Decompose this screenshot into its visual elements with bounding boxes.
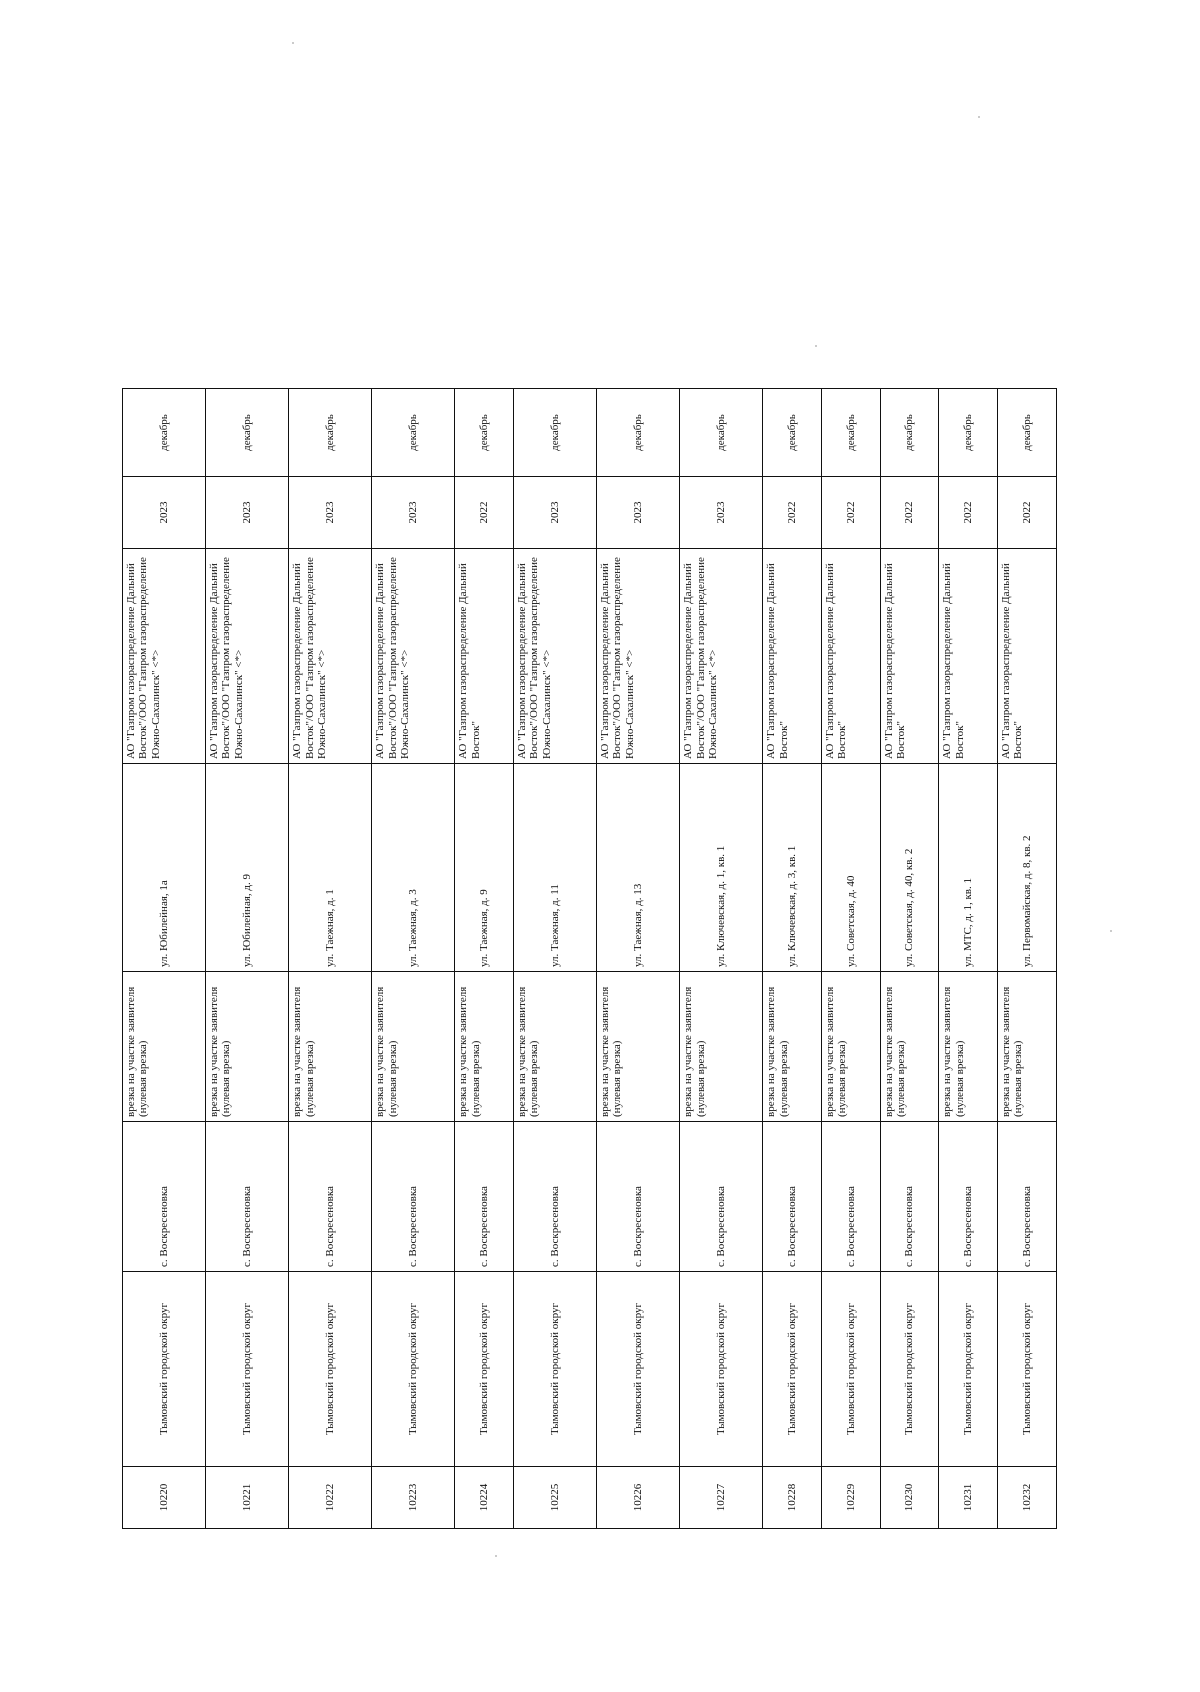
row-number-cell: 10227 xyxy=(680,1467,763,1529)
address-cell: ул. Ключевская, д. 3, кв. 1 xyxy=(763,764,822,972)
organization-cell: АО "Газпром газораспределение Дальний Восток" xyxy=(455,549,514,764)
district-cell: Тымовский городской округ xyxy=(455,1272,514,1467)
organization-cell: АО "Газпром газораспределение Дальний Восток"/ООО "Газпром газораспределение Южно-Сахалинск" <*> xyxy=(514,549,597,764)
table-body xyxy=(123,389,1057,1529)
locality-cell: с. Воскресеновка xyxy=(763,1122,822,1272)
locality-cell: с. Воскресеновка xyxy=(880,1122,939,1272)
row-number-cell: 10232 xyxy=(998,1467,1057,1529)
organization-cell: АО "Газпром газораспределение Дальний Восток" xyxy=(998,549,1057,764)
table-row xyxy=(597,389,680,1529)
scan-speck xyxy=(495,1555,497,1557)
year-cell: 2023 xyxy=(680,477,763,549)
rotated-table-container xyxy=(122,389,1057,1529)
row-number-cell: 10229 xyxy=(822,1467,881,1529)
table-row xyxy=(206,389,289,1529)
row-number-cell: 10221 xyxy=(206,1467,289,1529)
work-type-cell: врезка на участке заявителя (нулевая врезка) xyxy=(455,972,514,1122)
table-row xyxy=(123,389,206,1529)
scan-speck xyxy=(978,116,980,118)
address-cell: ул. Советская, д. 40, кв. 2 xyxy=(880,764,939,972)
work-type-cell: врезка на участке заявителя (нулевая врезка) xyxy=(822,972,881,1122)
table-row xyxy=(763,389,822,1529)
table-row xyxy=(372,389,455,1529)
organization-cell: АО "Газпром газораспределение Дальний Восток"/ООО "Газпром газораспределение Южно-Сахалинск" <*> xyxy=(680,549,763,764)
year-cell: 2023 xyxy=(289,477,372,549)
month-cell: декабрь xyxy=(206,389,289,477)
address-cell: ул. Первомайская, д. 8, кв. 2 xyxy=(998,764,1057,972)
scan-speck xyxy=(292,42,294,44)
organization-cell: АО "Газпром газораспределение Дальний Восток"/ООО "Газпром газораспределение Южно-Сахалинск" <*> xyxy=(289,549,372,764)
month-cell: декабрь xyxy=(123,389,206,477)
year-cell: 2022 xyxy=(822,477,881,549)
address-cell: ул. Советская, д. 40 xyxy=(822,764,881,972)
address-cell: ул. МТС, д. 1, кв. 1 xyxy=(939,764,998,972)
year-cell: 2023 xyxy=(514,477,597,549)
work-type-cell: врезка на участке заявителя (нулевая врезка) xyxy=(372,972,455,1122)
locality-cell: с. Воскресеновка xyxy=(372,1122,455,1272)
row-number-cell: 10230 xyxy=(880,1467,939,1529)
organization-cell: АО "Газпром газораспределение Дальний Восток"/ООО "Газпром газораспределение Южно-Сахалинск" <*> xyxy=(597,549,680,764)
district-cell: Тымовский городской округ xyxy=(597,1272,680,1467)
month-cell: декабрь xyxy=(680,389,763,477)
locality-cell: с. Воскресеновка xyxy=(998,1122,1057,1272)
work-type-cell: врезка на участке заявителя (нулевая врезка) xyxy=(289,972,372,1122)
address-cell: ул. Ключевская, д. 1, кв. 1 xyxy=(680,764,763,972)
locality-cell: с. Воскресеновка xyxy=(206,1122,289,1272)
table-row xyxy=(822,389,881,1529)
district-cell: Тымовский городской округ xyxy=(939,1272,998,1467)
organization-cell: АО "Газпром газораспределение Дальний Восток"/ООО "Газпром газораспределение Южно-Сахалинск" <*> xyxy=(206,549,289,764)
district-cell: Тымовский городской округ xyxy=(998,1272,1057,1467)
year-cell: 2023 xyxy=(597,477,680,549)
locality-cell: с. Воскресеновка xyxy=(680,1122,763,1272)
year-cell: 2022 xyxy=(880,477,939,549)
organization-cell: АО "Газпром газораспределение Дальний Восток"/ООО "Газпром газораспределение Южно-Сахалинск" <*> xyxy=(123,549,206,764)
district-cell: Тымовский городской округ xyxy=(372,1272,455,1467)
scan-speck xyxy=(1110,930,1112,932)
district-cell: Тымовский городской округ xyxy=(763,1272,822,1467)
table-row xyxy=(289,389,372,1529)
organization-cell: АО "Газпром газораспределение Дальний Восток"/ООО "Газпром газораспределение Южно-Сахалинск" <*> xyxy=(372,549,455,764)
district-cell: Тымовский городской округ xyxy=(680,1272,763,1467)
row-number-cell: 10220 xyxy=(123,1467,206,1529)
row-number-cell: 10224 xyxy=(455,1467,514,1529)
locality-cell: с. Воскресеновка xyxy=(597,1122,680,1272)
address-cell: ул. Таежная, д. 9 xyxy=(455,764,514,972)
locality-cell: с. Воскресеновка xyxy=(455,1122,514,1272)
month-cell: декабрь xyxy=(514,389,597,477)
district-cell: Тымовский городской округ xyxy=(289,1272,372,1467)
row-number-cell: 10223 xyxy=(372,1467,455,1529)
address-cell: ул. Таежная, д. 11 xyxy=(514,764,597,972)
work-type-cell: врезка на участке заявителя (нулевая врезка) xyxy=(597,972,680,1122)
organization-cell: АО "Газпром газораспределение Дальний Восток" xyxy=(822,549,881,764)
gasification-schedule-table xyxy=(122,388,1057,1529)
month-cell: декабрь xyxy=(763,389,822,477)
row-number-cell: 10228 xyxy=(763,1467,822,1529)
month-cell: декабрь xyxy=(455,389,514,477)
district-cell: Тымовский городской округ xyxy=(822,1272,881,1467)
row-number-cell: 10222 xyxy=(289,1467,372,1529)
district-cell: Тымовский городской округ xyxy=(514,1272,597,1467)
row-number-cell: 10225 xyxy=(514,1467,597,1529)
locality-cell: с. Воскресеновка xyxy=(822,1122,881,1272)
work-type-cell: врезка на участке заявителя (нулевая врезка) xyxy=(680,972,763,1122)
table-row xyxy=(455,389,514,1529)
work-type-cell: врезка на участке заявителя (нулевая врезка) xyxy=(998,972,1057,1122)
organization-cell: АО "Газпром газораспределение Дальний Восток" xyxy=(763,549,822,764)
year-cell: 2022 xyxy=(455,477,514,549)
row-number-cell: 10226 xyxy=(597,1467,680,1529)
month-cell: декабрь xyxy=(822,389,881,477)
scan-speck xyxy=(815,345,817,347)
month-cell: декабрь xyxy=(289,389,372,477)
work-type-cell: врезка на участке заявителя (нулевая врезка) xyxy=(763,972,822,1122)
address-cell: ул. Юбилейная, д. 9 xyxy=(206,764,289,972)
table-row xyxy=(939,389,998,1529)
table-row xyxy=(880,389,939,1529)
district-cell: Тымовский городской округ xyxy=(206,1272,289,1467)
work-type-cell: врезка на участке заявителя (нулевая врезка) xyxy=(514,972,597,1122)
month-cell: декабрь xyxy=(597,389,680,477)
year-cell: 2022 xyxy=(939,477,998,549)
work-type-cell: врезка на участке заявителя (нулевая врезка) xyxy=(880,972,939,1122)
month-cell: декабрь xyxy=(372,389,455,477)
work-type-cell: врезка на участке заявителя (нулевая врезка) xyxy=(206,972,289,1122)
year-cell: 2022 xyxy=(763,477,822,549)
address-cell: ул. Таежная, д. 1 xyxy=(289,764,372,972)
year-cell: 2023 xyxy=(206,477,289,549)
month-cell: декабрь xyxy=(880,389,939,477)
district-cell: Тымовский городской округ xyxy=(880,1272,939,1467)
organization-cell: АО "Газпром газораспределение Дальний Восток" xyxy=(880,549,939,764)
row-number-cell: 10231 xyxy=(939,1467,998,1529)
locality-cell: с. Воскресеновка xyxy=(514,1122,597,1272)
year-cell: 2023 xyxy=(372,477,455,549)
address-cell: ул. Таежная, д. 13 xyxy=(597,764,680,972)
locality-cell: с. Воскресеновка xyxy=(939,1122,998,1272)
locality-cell: с. Воскресеновка xyxy=(289,1122,372,1272)
month-cell: декабрь xyxy=(939,389,998,477)
year-cell: 2023 xyxy=(123,477,206,549)
work-type-cell: врезка на участке заявителя (нулевая врезка) xyxy=(123,972,206,1122)
address-cell: ул. Юбилейная, 1а xyxy=(123,764,206,972)
address-cell: ул. Таежная, д. 3 xyxy=(372,764,455,972)
year-cell: 2022 xyxy=(998,477,1057,549)
table-row xyxy=(998,389,1057,1529)
organization-cell: АО "Газпром газораспределение Дальний Восток" xyxy=(939,549,998,764)
table-row xyxy=(680,389,763,1529)
district-cell: Тымовский городской округ xyxy=(123,1272,206,1467)
work-type-cell: врезка на участке заявителя (нулевая врезка) xyxy=(939,972,998,1122)
month-cell: декабрь xyxy=(998,389,1057,477)
locality-cell: с. Воскресеновка xyxy=(123,1122,206,1272)
table-row xyxy=(514,389,597,1529)
